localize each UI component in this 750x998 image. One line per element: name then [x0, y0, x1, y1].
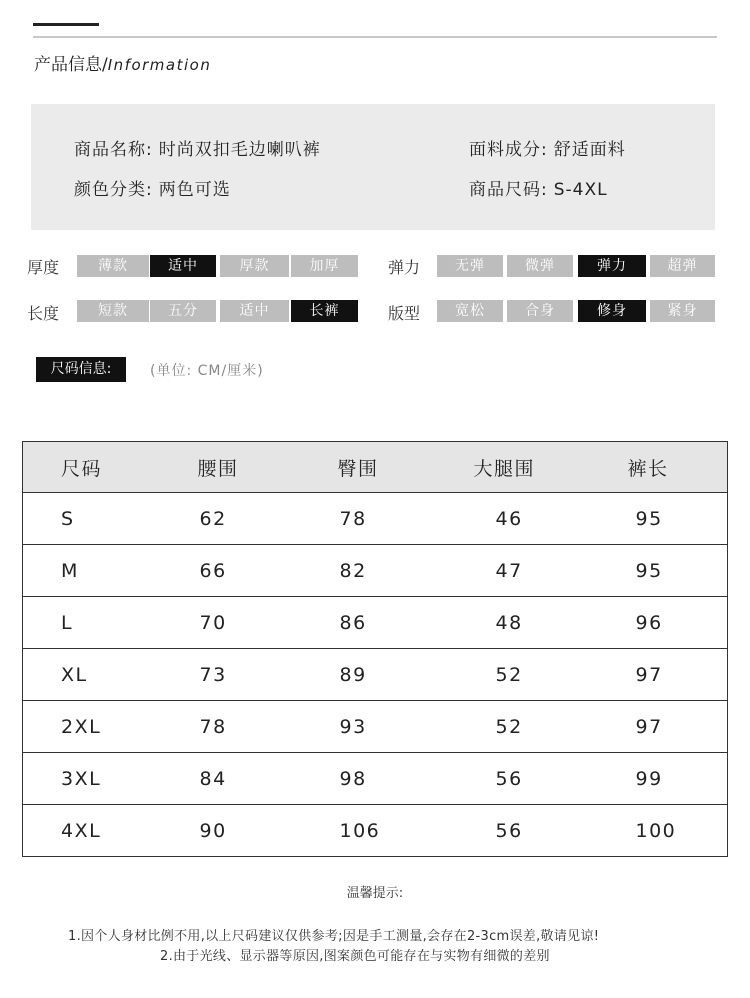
product-name: [74, 135, 321, 160]
header-thigh: 大腿围: [438, 442, 588, 493]
length-cell: 97: [588, 649, 728, 701]
length-option: 短款: [77, 300, 149, 322]
table-row: [23, 701, 728, 753]
tip-line-2: 2.由于光线、显示器等原因,图案颜色可能存在与实物有细微的差别: [160, 949, 550, 964]
length-cell: 97: [588, 701, 728, 753]
size-unit-note: (单位: CM/厘米): [150, 363, 264, 379]
fit-option: 紧身: [650, 300, 715, 322]
length-option: 适中: [220, 300, 289, 322]
length-cell: 100: [588, 805, 728, 857]
fit-label: 版型: [388, 304, 421, 323]
header-size: 尺码: [23, 442, 158, 493]
thigh-cell: 48: [438, 597, 588, 649]
hip-cell: 89: [298, 649, 438, 701]
thickness-option: 薄款: [77, 255, 149, 277]
length-cell: 95: [588, 545, 728, 597]
tips-title: 温馨提示:: [346, 886, 404, 901]
size-cell: XL: [23, 649, 158, 701]
size-cell: 2XL: [23, 701, 158, 753]
length-option: 五分: [150, 300, 216, 322]
table-row: [23, 545, 728, 597]
length-option: 长裤: [291, 300, 358, 322]
elasticity-option: 超弹: [650, 255, 715, 277]
section-title: [34, 50, 211, 75]
header-hip: 臀围: [298, 442, 438, 493]
product-info-box: [31, 104, 715, 230]
hip-cell: 106: [298, 805, 438, 857]
table-row: [23, 597, 728, 649]
thickness-option: 适中: [150, 255, 216, 277]
tip-line-1: 1.因个人身材比例不用,以上尺码建议仅供参考;因是手工测量,会存在2-3cm误差,敬请见谅!: [68, 929, 600, 944]
product-fabric-label: 面料成分:: [469, 140, 548, 160]
hip-cell: 98: [298, 753, 438, 805]
waist-cell: 66: [158, 545, 298, 597]
product-fabric-value: 舒适面料: [553, 140, 626, 160]
waist-cell: 70: [158, 597, 298, 649]
product-color: [74, 175, 231, 200]
fit-option: 合身: [507, 300, 573, 322]
size-cell: S: [23, 493, 158, 545]
size-cell: 4XL: [23, 805, 158, 857]
header-accent-line: [33, 23, 99, 26]
product-fabric: [469, 135, 626, 160]
size-table-header: [23, 442, 728, 493]
fit-option: 宽松: [437, 300, 503, 322]
fit-option: 修身: [578, 300, 646, 322]
hip-cell: 86: [298, 597, 438, 649]
waist-cell: 62: [158, 493, 298, 545]
thickness-label: 厚度: [27, 258, 60, 277]
product-size-range: [469, 175, 608, 200]
thigh-cell: 52: [438, 701, 588, 753]
elasticity-label: 弹力: [388, 258, 421, 277]
header-length: 裤长: [588, 442, 728, 493]
length-cell: 95: [588, 493, 728, 545]
product-size-label: 商品尺码:: [469, 180, 548, 200]
section-title-cn: 产品信息: [34, 55, 102, 75]
elasticity-option: 弹力: [578, 255, 646, 277]
elasticity-option: 微弹: [507, 255, 573, 277]
length-label: 长度: [27, 304, 60, 323]
waist-cell: 78: [158, 701, 298, 753]
waist-cell: 90: [158, 805, 298, 857]
thigh-cell: 56: [438, 753, 588, 805]
header-waist: 腰围: [158, 442, 298, 493]
thickness-option: 加厚: [291, 255, 358, 277]
table-row: [23, 753, 728, 805]
elasticity-option: 无弹: [437, 255, 503, 277]
size-cell: L: [23, 597, 158, 649]
table-row: [23, 805, 728, 857]
hip-cell: 93: [298, 701, 438, 753]
product-name-value: 时尚双扣毛边喇叭裤: [158, 140, 321, 160]
size-table: [22, 441, 728, 857]
thigh-cell: 46: [438, 493, 588, 545]
table-row: [23, 493, 728, 545]
table-row: [23, 649, 728, 701]
waist-cell: 84: [158, 753, 298, 805]
section-title-sep: /: [102, 55, 108, 75]
product-size-value: S-4XL: [553, 180, 608, 200]
hip-cell: 78: [298, 493, 438, 545]
thigh-cell: 47: [438, 545, 588, 597]
length-cell: 99: [588, 753, 728, 805]
section-title-en: Information: [107, 56, 212, 74]
thigh-cell: 56: [438, 805, 588, 857]
size-info-badge: 尺码信息:: [36, 357, 126, 382]
hip-cell: 82: [298, 545, 438, 597]
size-cell: 3XL: [23, 753, 158, 805]
product-name-label: 商品名称:: [74, 140, 153, 160]
product-color-label: 颜色分类:: [74, 180, 153, 200]
size-cell: M: [23, 545, 158, 597]
product-color-value: 两色可选: [158, 180, 231, 200]
thigh-cell: 52: [438, 649, 588, 701]
waist-cell: 73: [158, 649, 298, 701]
header-divider: [33, 36, 717, 38]
thickness-option: 厚款: [220, 255, 289, 277]
length-cell: 96: [588, 597, 728, 649]
